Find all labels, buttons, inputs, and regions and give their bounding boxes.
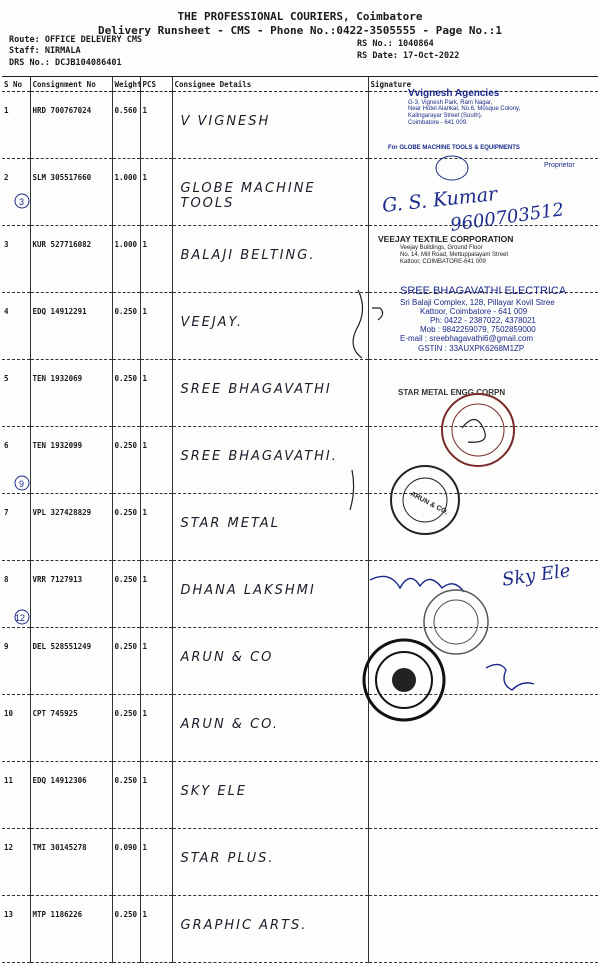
vignesh-stamp-addr4: Coimbatore - 641 009. xyxy=(408,120,468,127)
col-pcs: PCS xyxy=(140,77,172,92)
row-pcs: 1 xyxy=(140,561,172,628)
vignesh-stamp-name: Vvignesh Agencies xyxy=(408,88,500,99)
row-signature xyxy=(368,427,598,494)
row-consignment-no: VPL 327428829 xyxy=(30,494,112,561)
row-sno: 2 xyxy=(2,159,30,226)
row-consignee: GLOBE MACHINE TOOLS xyxy=(172,159,368,226)
table-row xyxy=(2,829,598,896)
vignesh-stamp-addr1: G-3, Vignesh Park, Ram Nagar, xyxy=(408,99,493,106)
veejay-stamp-addr1: Veejay Buildings, Ground Floor xyxy=(400,244,483,251)
veejay-stamp xyxy=(378,235,588,265)
row-weight: 1.000 xyxy=(112,226,140,293)
row-consignee: STAR METAL xyxy=(172,494,368,561)
row-signature xyxy=(368,695,598,762)
sb-stamp-mob: Mob : 9842259079, 7502859000 xyxy=(420,325,536,335)
row-signature xyxy=(368,762,598,829)
row-consignment-no: DEL 528551249 xyxy=(30,628,112,695)
row-sno: 6 xyxy=(2,427,30,494)
row-consignee: BALAJI BELTING. xyxy=(172,226,368,293)
row-pcs: 1 xyxy=(140,829,172,896)
globe-stamp-prop: Proprietor xyxy=(544,162,575,169)
row-consignment-no: HRD 700767024 xyxy=(30,92,112,159)
row-consignee: STAR PLUS. xyxy=(172,829,368,896)
row-consignment-no: SLM 305517660 xyxy=(30,159,112,226)
row-consignment-no: TEN 1932069 xyxy=(30,360,112,427)
sb-stamp-addr2: Kattoor, Coimbatore - 641 009 xyxy=(420,306,528,316)
veejay-stamp-addr2: No. 14, Mill Road, Mettuppalayam Street xyxy=(400,251,509,258)
row-sno: 9 xyxy=(2,628,30,695)
row-pcs: 1 xyxy=(140,494,172,561)
row-consignee: DHANA LAKSHMI xyxy=(172,561,368,628)
balaji-phone: 9600703512 xyxy=(448,199,566,236)
row-pcs: 1 xyxy=(140,695,172,762)
row-pcs: 1 xyxy=(140,92,172,159)
sb-stamp-ph: Ph: 0422 - 2387022, 4378021 xyxy=(430,316,536,326)
company-title: THE PROFESSIONAL COURIERS, Coimbatore xyxy=(177,10,423,23)
col-sno: S No xyxy=(2,77,30,92)
row-sno: 4 xyxy=(2,293,30,360)
veejay-stamp-name: VEEJAY TEXTILE CORPORATION xyxy=(378,234,514,244)
row-sno: 7 xyxy=(2,494,30,561)
vignesh-stamp-addr2: Near Hotel Alankar, No.6, Mosque Colony, xyxy=(408,106,521,113)
row-sno: 12 xyxy=(2,829,30,896)
row-weight: 0.250 xyxy=(112,360,140,427)
row-consignment-no: KUR 527716082 xyxy=(30,226,112,293)
row-weight: 0.250 xyxy=(112,695,140,762)
row-pcs: 1 xyxy=(140,159,172,226)
row-signature xyxy=(368,628,598,695)
row-weight: 0.250 xyxy=(112,293,140,360)
row-consignment-no: VRR 7127913 xyxy=(30,561,112,628)
table-row xyxy=(2,427,598,494)
row-weight: 1.000 xyxy=(112,159,140,226)
row-consignment-no: CPT 745925 xyxy=(30,695,112,762)
row-sno: 11 xyxy=(2,762,30,829)
row-pcs: 1 xyxy=(140,427,172,494)
row-consignee: VEEJAY. xyxy=(172,293,368,360)
col-signature: Signature xyxy=(368,77,598,92)
row-signature xyxy=(368,829,598,896)
row-consignee: SREE BHAGAVATHI xyxy=(172,360,368,427)
col-consignee: Consignee Details xyxy=(172,77,368,92)
col-weight: Weight xyxy=(112,77,140,92)
row-consignment-no: EDQ 14912306 xyxy=(30,762,112,829)
row-weight: 0.250 xyxy=(112,561,140,628)
row-consignment-no: TMI 30145278 xyxy=(30,829,112,896)
row-signature xyxy=(368,494,598,561)
row-weight: 0.560 xyxy=(112,92,140,159)
row-pcs: 1 xyxy=(140,762,172,829)
rs-number: RS No.: 1040864 xyxy=(357,39,434,49)
rs-date: RS Date: 17-Oct-2022 xyxy=(357,51,460,61)
table-row xyxy=(2,628,598,695)
row-pcs: 1 xyxy=(140,896,172,963)
row-consignment-no: TEN 1932099 xyxy=(30,427,112,494)
row-sno: 3 xyxy=(2,226,30,293)
row-consignee: ARUN & CO. xyxy=(172,695,368,762)
row-consignee: GRAPHIC ARTS. xyxy=(172,896,368,963)
globe-stamp: For GLOBE MACHINE TOOLS & EQUIPMENTS xyxy=(388,145,520,151)
route: Route: OFFICE DELEVERY CMS xyxy=(9,35,143,45)
row-consignee: V VIGNESH xyxy=(172,92,368,159)
row-sno: 5 xyxy=(2,360,30,427)
row-sno: 1 xyxy=(2,92,30,159)
drs-number: DRS No.: DCJB104086401 xyxy=(9,58,122,68)
runsheet-subtitle: Delivery Runsheet - CMS - Phone No.:0422-3505555 - Page No.:1 xyxy=(98,24,502,37)
row-signature xyxy=(368,896,598,963)
row-consignee: SKY ELE xyxy=(172,762,368,829)
row-pcs: 1 xyxy=(140,360,172,427)
sb-stamp-name: SREE BHAGAVATHI ELECTRICA xyxy=(400,285,567,297)
veejay-stamp-addr3: Kattoor, COIMBATORE-641 009 xyxy=(400,258,486,265)
row-pcs: 1 xyxy=(140,628,172,695)
row-consignment-no: EDQ 14912291 xyxy=(30,293,112,360)
row-consignment-no: MTP 1186226 xyxy=(30,896,112,963)
row-weight: 0.250 xyxy=(112,628,140,695)
sb-stamp-email: E-mail : sreebhagavathi6@gmail.com xyxy=(400,334,534,344)
circled-number-9: 9 xyxy=(19,479,25,489)
vignesh-stamp-addr3: Kalingarayar Street (South), xyxy=(408,113,483,120)
row-sno: 13 xyxy=(2,896,30,963)
arun-stamp-text: ARUN & CO. xyxy=(409,490,450,517)
row-weight: 0.250 xyxy=(112,896,140,963)
vignesh-stamp xyxy=(408,88,588,127)
table-row xyxy=(2,494,598,561)
circled-number-3: 3 xyxy=(19,197,25,207)
table-row xyxy=(2,896,598,963)
row-weight: 0.090 xyxy=(112,829,140,896)
circled-number-12: 12 xyxy=(15,613,26,623)
sree-bhagavathi-stamp xyxy=(400,285,600,353)
table-row xyxy=(2,695,598,762)
row-consignee: ARUN & CO xyxy=(172,628,368,695)
sky-ele-signature: Sky Ele xyxy=(500,560,572,591)
row-weight: 0.250 xyxy=(112,762,140,829)
table-row xyxy=(2,360,598,427)
row-pcs: 1 xyxy=(140,293,172,360)
row-pcs: 1 xyxy=(140,226,172,293)
row-weight: 0.250 xyxy=(112,427,140,494)
row-sno: 10 xyxy=(2,695,30,762)
sb-stamp-gstin: GSTIN : 33AUXPK6268M1ZP xyxy=(418,343,525,353)
balaji-signature: G. S. Kumar xyxy=(381,183,499,217)
star-metal-stamp: STAR METAL ENGG CORPN xyxy=(398,388,506,397)
table-row xyxy=(2,762,598,829)
row-sno: 8 xyxy=(2,561,30,628)
sb-stamp-addr1: Sri Balaji Complex, 128, Pillayar Kovil Stree xyxy=(400,297,555,307)
row-consignee: SREE BHAGAVATHI. xyxy=(172,427,368,494)
staff: Staff: NIRMALA xyxy=(9,46,81,56)
row-weight: 0.250 xyxy=(112,494,140,561)
col-consignment: Consignment No xyxy=(30,77,112,92)
